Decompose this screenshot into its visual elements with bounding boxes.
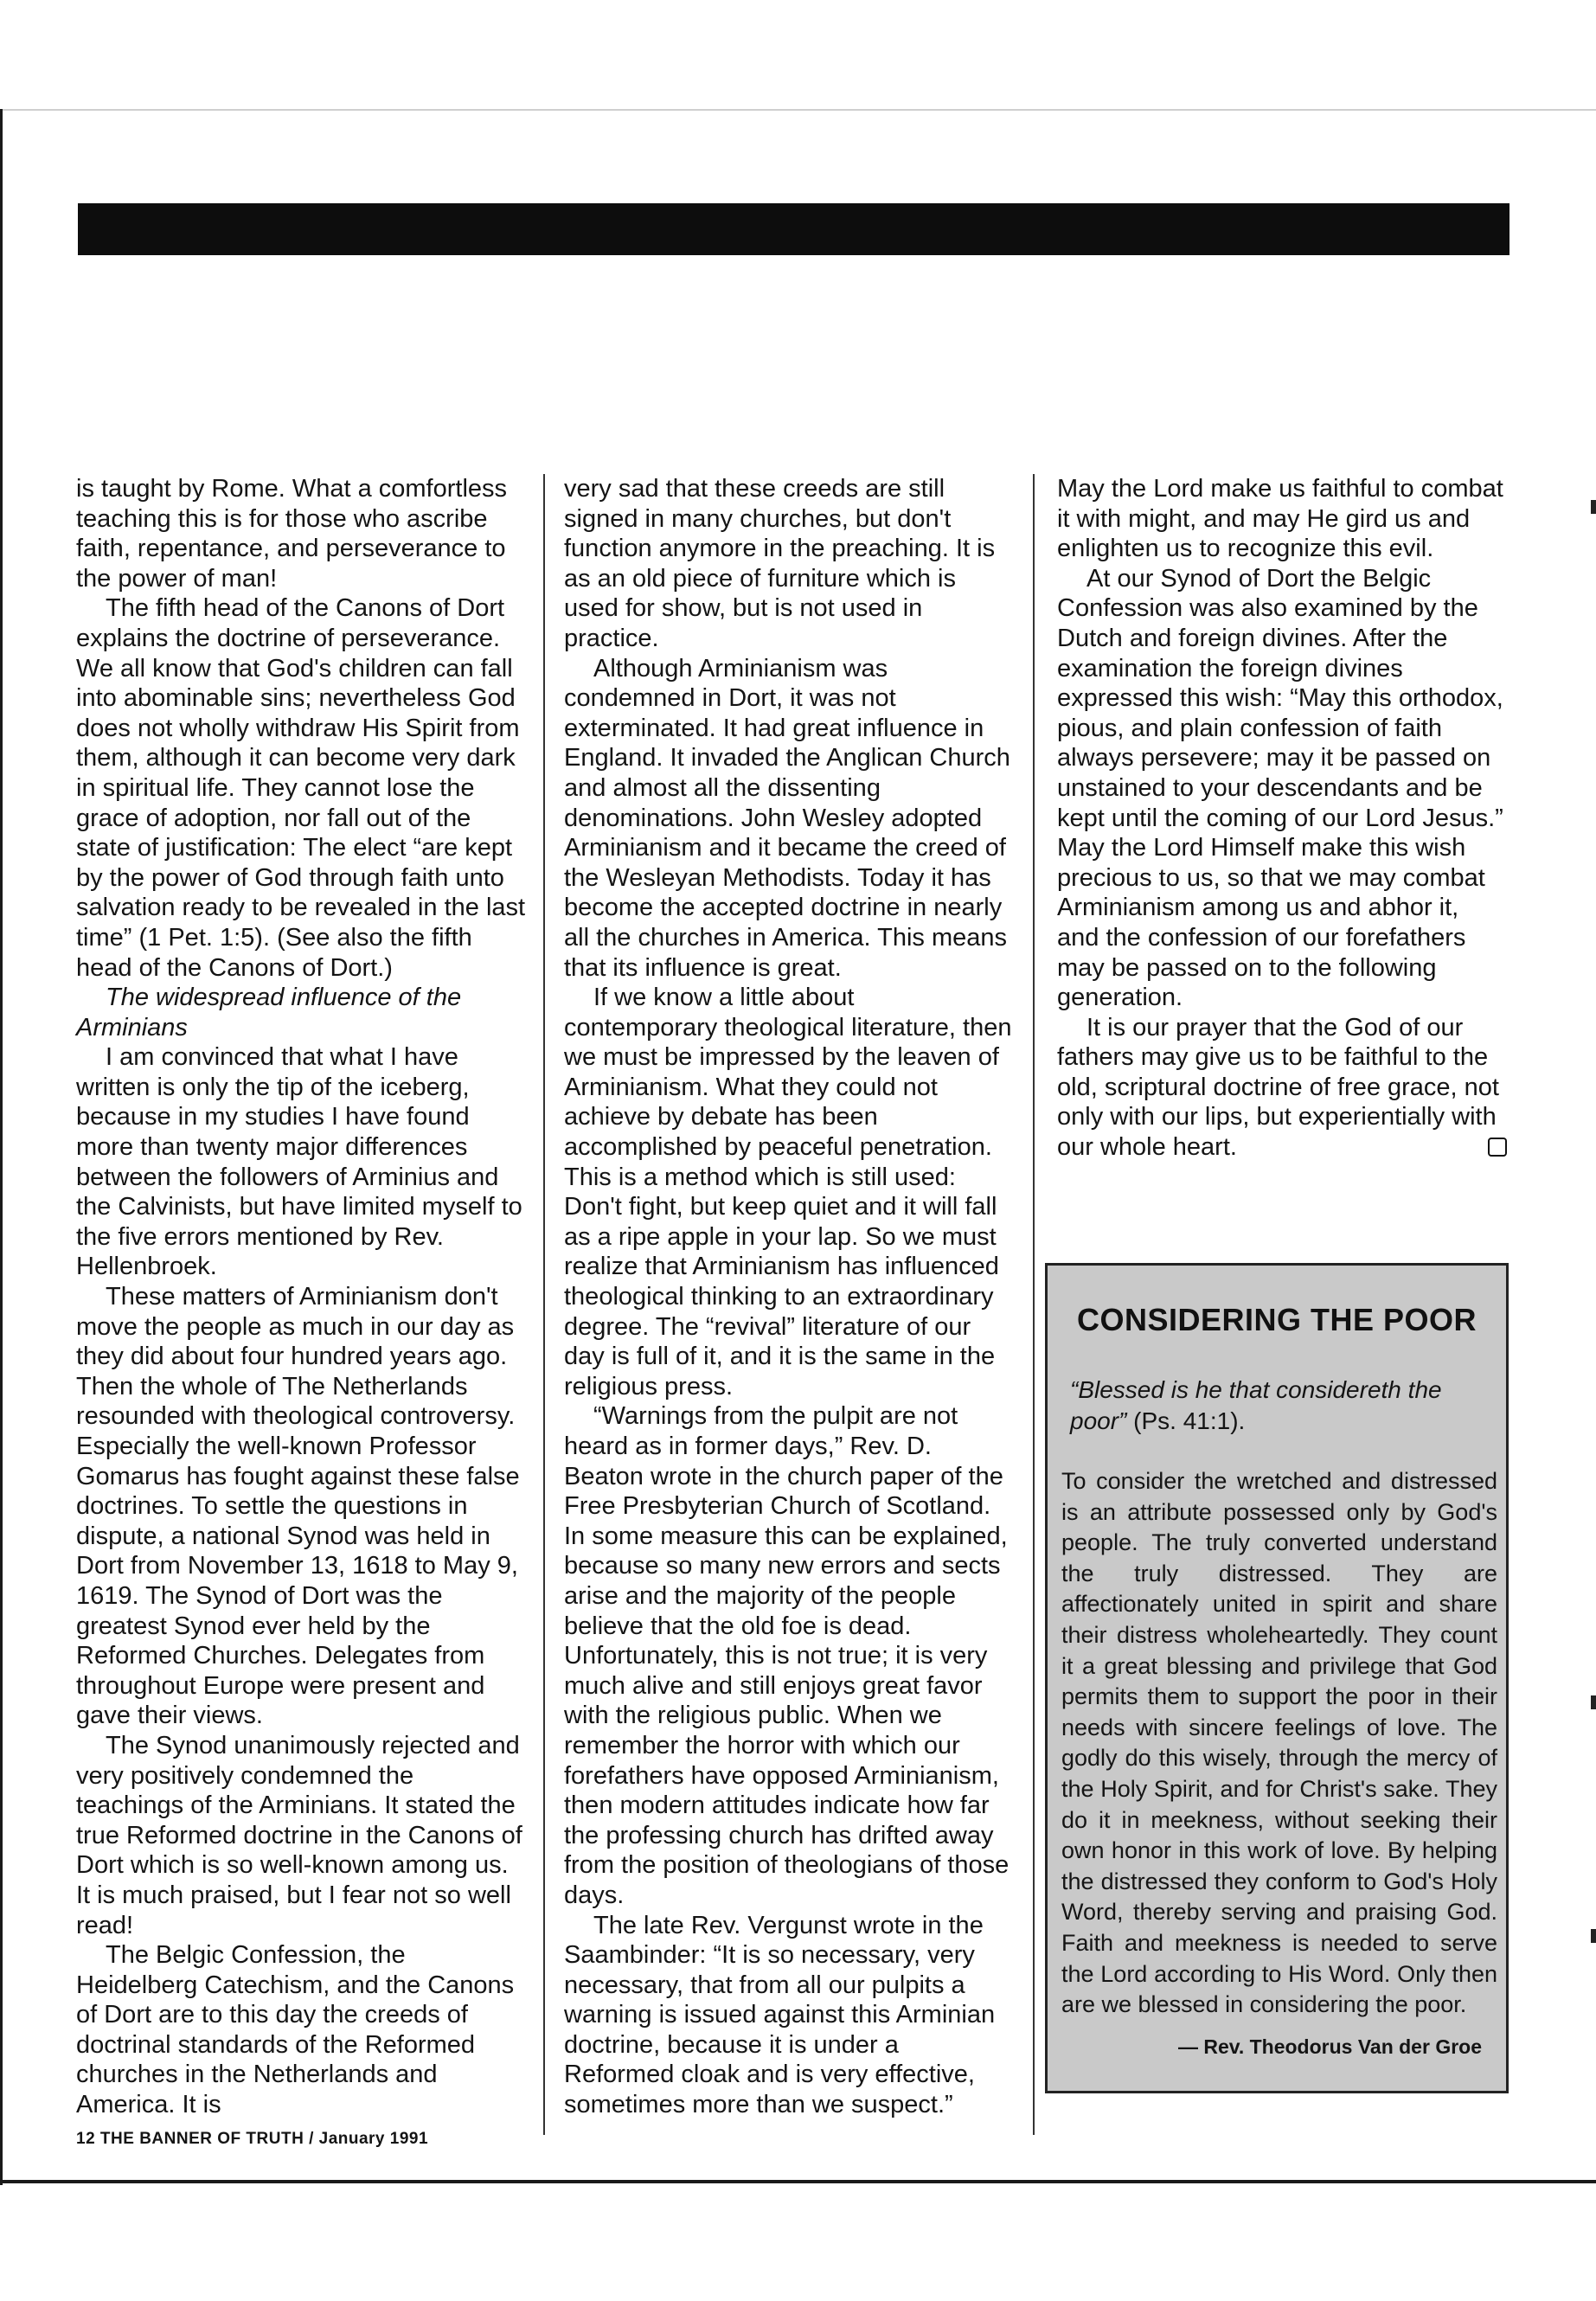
paragraph: May the Lord make us faithful to combat it with might, and may He gird us and enlighten us to recognize this evil. — [1057, 475, 1503, 563]
paragraph: The fifth head of the Canons of Dort explains the doctrine of perseverance. We all know that God's children can fall into abominable sins; nevertheless God does not wholly withdraw His Spirit from them, although it can become very dark in spiritual life. They cannot lose the grace of adoption, nor fall out of the state of justification: The elect “are kept by the power of God through faith unto salvation ready to be revealed in the last time” (1 Pet. 1:5). (See also the fifth head of the Canons of Dort.) — [76, 594, 526, 982]
column-divider — [1033, 474, 1035, 2135]
sidebar-verse — [1070, 1375, 1489, 1437]
paragraph: very sad that these creeds are still signed in many churches, but don't function anymore in the preaching. It is as an old piece of furniture which is used for show, but is not used in practice. — [564, 475, 996, 652]
article-column-3 — [1057, 474, 1507, 1163]
section-subheading: The widespread influence of the Arminians — [76, 984, 462, 1042]
page-top-edge — [0, 109, 1596, 111]
sidebar-paragraph: To consider the wretched and distressed is an attribute possessed only by God's people. The truly converted understand the truly distressed. They are affectionately united in spirit and share their distress wholeheartedly. They count it a great blessing and privilege that God permits them to support the poor in their needs with sincere feelings of love. The godly do this wisely, through the mercy of the Holy Spirit, and for Christ's sake. They do it in meekness, without seeking their own honor in this work of love. By helping the distressed they conform to God's Holy Word, thereby serving and praising God. Faith and meekness is needed to serve the Lord according to His Word. Only then are we blessed in considering the poor. — [1061, 1468, 1497, 2018]
paragraph: At our Synod of Dort the Belgic Confession was also examined by the Dutch and foreign divines. After the examination the foreign divines expressed this wish: “May this orthodox, pious, and plain confession of faith always persevere; may it be passed on unstained to your descendants and be kept until the coming of our Lord Jesus.” May the Lord Himself make this wish precious to us, so that we may combat Arminianism among us and abhor it, and the confession of our forefathers may be passed on to the following generation. — [1057, 564, 1503, 1012]
margin-mark — [1591, 1695, 1596, 1709]
header-bar — [78, 203, 1509, 255]
paragraph: I am convinced that what I have written is only the tip of the iceberg, because in my studies I have found more than twenty major differences between the followers of Arminius and the Calvinists, but have limited myself to the five errors mentioned by Rev. Hellenbroek. — [76, 1043, 522, 1281]
sidebar-title: CONSIDERING THE POOR — [1076, 1302, 1477, 1337]
end-of-article-icon — [1488, 1138, 1507, 1157]
article-column-1 — [76, 474, 526, 2120]
sidebar-box — [1045, 1263, 1509, 2093]
verse-quote: “Blessed is he that considereth the poor” — [1070, 1376, 1442, 1434]
sidebar-body — [1061, 1466, 1497, 2021]
verse-reference: (Ps. 41:1). — [1126, 1407, 1246, 1434]
paragraph: The Belgic Confession, the Heidelberg Catechism, and the Canons of Dort are to this day the creeds of doctrinal standards of the Reformed churches in the Netherlands and America. It is — [76, 1941, 515, 2119]
paragraph: These matters of Arminianism don't move the people as much in our day as they did about four hundred years ago. Then the whole of The Netherlands resounded with theological controversy. Especially the well-known Professor Gomarus has fought against these false doctrines. To settle the questions in dispute, a national Synod was held in Dort from November 13, 1618 to May 9, 1619. The Synod of Dort was the greatest Synod ever held by the Reformed Churches. Delegates from throughout Europe were present and gave their views. — [76, 1283, 520, 1730]
sidebar-attribution: — Rev. Theodorus Van der Groe — [1177, 2035, 1482, 2058]
paragraph: If we know a little about contemporary theological literature, then we must be impressed by the leaven of Arminianism. What they could not achieve by debate has been accomplished by peaceful penetration. This is a method which is still used: Don't fight, but keep quiet and it will fall as a ripe apple in your lap. So we must realize that Arminianism has influenced theological thinking to an extraordinary degree. The “revival” literature of our day is full of it, and it is the same in the religious press. — [564, 984, 1012, 1400]
paragraph: Although Arminianism was condemned in Dort, it was not exterminated. It had great influence in England. It invaded the Anglican Church and almost all the dissenting denominations. John Wesley adopted Arminianism and it became the creed of the Wesleyan Methodists. Today it has become the accepted doctrine in nearly all the churches in America. This means that its influence is great. — [564, 654, 1010, 982]
paragraph: “Warnings from the pulpit are not heard as in former days,” Rev. D. Beaton wrote in the church paper of the Free Presbyterian Church of Scotland. In some measure this can be explained, because so many new errors and sects arise and the majority of the people believe that the old foe is dead. Unfortunately, this is not true; it is very much alive and still enjoys great favor with the religious public. When we remember the horror with which our forefathers have opposed Arminianism, then modern attitudes indicate how far the professing church has drifted away from the position of theologians of those days. — [564, 1402, 1010, 1909]
paragraph-text: It is our prayer that the God of our fathers may give us to be faithful to the old, scriptural doctrine of free grace, not only with our lips, but experientially with our whole heart. — [1057, 1013, 1499, 1162]
page-footer: 12 THE BANNER OF TRUTH / January 1991 — [76, 2130, 429, 2148]
paragraph: The late Rev. Vergunst wrote in the Saambinder: “It is so necessary, very necessary, that from all our pulpits a warning is issued against this Arminian doctrine, because it is under a Reformed cloak and is very effective, sometimes more than we suspect.” — [564, 1911, 996, 2119]
article-column-2 — [564, 474, 1012, 2120]
paragraph — [1057, 1013, 1507, 1163]
column-divider — [543, 474, 545, 2135]
margin-mark — [1591, 1929, 1596, 1943]
page-left-edge — [0, 109, 3, 2185]
margin-mark — [1591, 500, 1596, 514]
page-bottom-edge — [0, 2180, 1596, 2183]
paragraph: is taught by Rome. What a comfortless teaching this is for those who ascribe faith, repentance, and perseverance to the power of man! — [76, 475, 508, 593]
paragraph: The Synod unanimously rejected and very positively condemned the teachings of the Arminians. It stated the true Reformed doctrine in the Canons of Dort which is so well-known among us. It is much praised, but I fear not so well read! — [76, 1731, 522, 1939]
